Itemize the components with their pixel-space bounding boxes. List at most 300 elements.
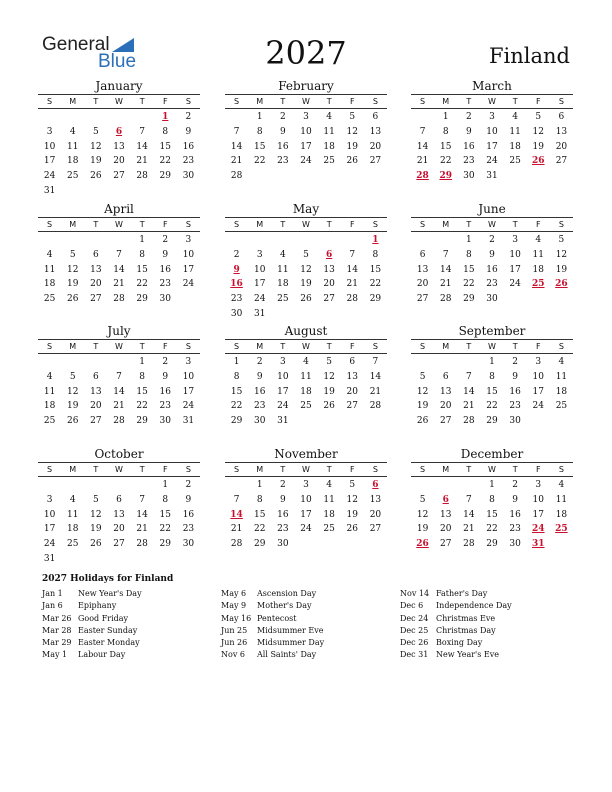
empty-cell — [225, 233, 248, 248]
day-cell: 10 — [509, 249, 521, 260]
month-name: May — [292, 202, 320, 216]
weekday-label: S — [558, 97, 564, 106]
day-cell: 30 — [509, 539, 521, 550]
empty-cell — [131, 478, 154, 493]
day-cell: 22 — [159, 524, 171, 535]
month-name: July — [107, 324, 131, 338]
holiday-date: Jun 26 — [221, 638, 248, 648]
day-cell: 31 — [253, 308, 266, 319]
weekday-label: M — [256, 220, 264, 229]
weekday-label: W — [488, 220, 496, 229]
day-cell: 4 — [46, 249, 53, 260]
empty-cell — [248, 233, 271, 248]
day-cell: 11 — [323, 126, 335, 137]
day-cell: 30 — [463, 171, 475, 182]
day-cell: 30 — [486, 294, 498, 305]
weekday-label: S — [185, 342, 191, 351]
day-cell: 26 — [416, 416, 429, 427]
day-cell: 21 — [136, 524, 148, 535]
day-cell: 7 — [233, 494, 240, 505]
weekday-label: F — [349, 342, 355, 351]
day-cell: 27 — [369, 524, 382, 535]
weekday-label: F — [162, 465, 168, 474]
empty-cell — [457, 355, 480, 370]
day-cell: 18 — [43, 279, 56, 290]
day-cell: 8 — [489, 371, 495, 382]
day-cell: 22 — [439, 156, 452, 167]
day-cell: 29 — [136, 416, 148, 427]
day-cell: 7 — [465, 494, 472, 505]
day-cell: 13 — [555, 126, 568, 137]
day-cell: 26 — [66, 294, 79, 305]
day-cell: 18 — [277, 279, 289, 290]
day-cell: 14 — [463, 386, 475, 397]
day-cell: 12 — [555, 249, 568, 260]
day-grid — [225, 110, 387, 184]
day-cell: 26 — [346, 524, 358, 535]
day-cell: 26 — [323, 401, 335, 412]
day-cell: 13 — [323, 264, 335, 275]
day-cell: 25 — [43, 416, 56, 427]
day-cell: 7 — [139, 494, 145, 505]
day-cell: 7 — [465, 371, 472, 382]
weekday-label: S — [558, 465, 564, 474]
day-cell: 31 — [182, 416, 195, 427]
day-cell: 23 — [509, 524, 521, 535]
weekday-label: M — [442, 342, 450, 351]
holiday-name: All Saints' Day — [257, 650, 317, 660]
day-cell: 23 — [159, 279, 171, 290]
day-cell: 10 — [182, 249, 195, 260]
empty-cell — [84, 233, 107, 248]
day-cell: 23 — [277, 524, 289, 535]
day-grid — [38, 355, 200, 429]
holiday-day-cell: 26 — [555, 279, 568, 290]
empty-cell — [341, 233, 364, 248]
empty-cell — [107, 233, 130, 248]
holiday-row — [400, 600, 570, 612]
month-name: December — [460, 447, 524, 461]
day-cell: 9 — [185, 494, 192, 505]
day-cell: 20 — [346, 386, 358, 397]
day-cell: 19 — [416, 401, 429, 412]
day-cell: 3 — [185, 235, 192, 245]
holiday-date: Dec 31 — [400, 650, 429, 660]
day-cell: 25 — [509, 156, 521, 167]
logo-general-text: General — [42, 34, 110, 55]
day-cell: 10 — [182, 371, 195, 382]
day-cell: 9 — [512, 371, 518, 382]
weekday-header — [225, 94, 387, 109]
weekday-label: M — [69, 342, 77, 351]
empty-cell — [318, 233, 341, 248]
day-cell: 4 — [558, 357, 565, 367]
day-cell: 11 — [555, 494, 568, 505]
day-cell: 28 — [369, 401, 382, 412]
day-cell: 16 — [509, 509, 521, 520]
holiday-name: Epiphany — [78, 601, 117, 611]
holiday-date: May 1 — [42, 650, 68, 660]
holiday-day-cell: 1 — [372, 235, 379, 245]
empty-cell — [225, 478, 248, 493]
month-april — [38, 202, 200, 307]
day-cell: 21 — [369, 386, 382, 397]
day-cell: 28 — [113, 294, 125, 305]
weekday-label: F — [162, 220, 168, 229]
day-cell: 21 — [463, 524, 475, 535]
day-cell: 12 — [532, 126, 544, 137]
day-cell: 11 — [43, 264, 56, 275]
holiday-row — [221, 588, 391, 600]
day-cell: 22 — [253, 156, 266, 167]
weekday-label: T — [466, 97, 472, 106]
day-cell: 19 — [300, 279, 312, 290]
empty-cell — [84, 110, 107, 125]
day-cell: 15 — [463, 264, 475, 275]
holiday-row — [42, 649, 212, 661]
day-grid — [225, 233, 387, 322]
day-cell: 20 — [113, 524, 125, 535]
day-cell: 25 — [555, 401, 568, 412]
day-cell: 29 — [486, 416, 498, 427]
day-cell: 16 — [182, 509, 195, 520]
weekday-label: W — [488, 465, 496, 474]
weekday-label: S — [558, 342, 564, 351]
day-cell: 13 — [346, 371, 358, 382]
day-cell: 5 — [69, 371, 76, 382]
day-cell: 5 — [349, 480, 356, 490]
month-name: January — [95, 79, 143, 93]
day-cell: 8 — [139, 249, 145, 260]
day-cell: 18 — [323, 509, 335, 520]
holiday-name: New Year's Day — [78, 589, 142, 598]
day-cell: 13 — [369, 126, 382, 137]
month-august — [225, 324, 387, 429]
day-cell: 2 — [465, 112, 472, 122]
holiday-date: Jan 1 — [42, 589, 63, 598]
day-cell: 26 — [346, 156, 358, 167]
day-cell: 2 — [162, 357, 169, 367]
weekday-label: W — [302, 465, 310, 474]
day-cell: 17 — [253, 279, 266, 290]
day-cell: 8 — [442, 126, 449, 137]
day-cell: 26 — [300, 294, 312, 305]
month-march — [411, 79, 573, 184]
empty-cell — [38, 233, 61, 248]
holiday-row — [221, 600, 391, 612]
weekday-label: S — [47, 342, 53, 351]
holiday-name: Pentecost — [257, 613, 297, 623]
empty-cell — [411, 355, 434, 370]
day-cell: 10 — [532, 371, 544, 382]
day-cell: 17 — [182, 386, 195, 397]
day-cell: 3 — [489, 112, 495, 122]
day-cell: 23 — [509, 401, 521, 412]
day-cell: 2 — [512, 357, 518, 367]
holiday-day-cell: 25 — [532, 279, 545, 290]
month-december — [411, 447, 573, 552]
day-cell: 28 — [230, 539, 243, 550]
day-cell: 14 — [346, 264, 358, 275]
weekday-label: T — [280, 342, 286, 351]
day-cell: 17 — [300, 509, 312, 520]
day-cell: 15 — [136, 264, 148, 275]
day-cell: 9 — [512, 494, 518, 505]
day-cell: 5 — [535, 112, 542, 122]
day-cell: 24 — [43, 171, 56, 182]
empty-cell — [457, 478, 480, 493]
weekday-label: T — [139, 465, 145, 474]
day-cell: 4 — [303, 357, 309, 367]
day-cell: 21 — [113, 401, 125, 412]
day-cell: 27 — [369, 156, 382, 167]
day-cell: 8 — [256, 494, 263, 505]
day-cell: 19 — [532, 141, 544, 152]
empty-cell — [271, 233, 294, 248]
day-cell: 14 — [416, 141, 429, 152]
holiday-name: Christmas Eve — [436, 613, 496, 623]
day-cell: 4 — [69, 494, 76, 505]
holiday-row — [400, 625, 570, 637]
day-cell: 23 — [486, 279, 498, 290]
day-cell: 1 — [256, 112, 263, 122]
day-cell: 5 — [326, 357, 332, 367]
day-cell: 9 — [489, 249, 495, 260]
day-cell: 27 — [416, 294, 429, 305]
holiday-day-cell: 9 — [233, 264, 240, 275]
day-cell: 16 — [277, 141, 289, 152]
day-grid — [38, 233, 200, 307]
day-cell: 8 — [139, 371, 145, 382]
holiday-day-cell: 29 — [439, 171, 452, 182]
month-january — [38, 79, 200, 199]
month-name: October — [94, 447, 144, 461]
weekday-label: T — [280, 97, 286, 106]
day-cell: 25 — [323, 156, 335, 167]
day-cell: 21 — [113, 279, 125, 290]
day-cell: 15 — [486, 509, 498, 520]
day-cell: 12 — [346, 126, 358, 137]
day-grid — [225, 478, 387, 552]
weekday-label: T — [139, 97, 145, 106]
weekday-label: F — [162, 97, 168, 106]
holiday-row — [42, 600, 212, 612]
day-cell: 24 — [300, 156, 312, 167]
weekday-label: F — [349, 97, 355, 106]
day-cell: 25 — [66, 171, 79, 182]
day-cell: 25 — [323, 524, 335, 535]
weekday-label: S — [234, 342, 240, 351]
holiday-name: Easter Monday — [78, 638, 140, 648]
day-cell: 27 — [346, 401, 358, 412]
day-cell: 3 — [303, 480, 309, 490]
holiday-row — [42, 588, 212, 600]
day-cell: 27 — [439, 416, 452, 427]
month-february — [225, 79, 387, 184]
day-cell: 1 — [139, 235, 145, 245]
day-cell: 23 — [182, 156, 195, 167]
day-cell: 10 — [43, 141, 56, 152]
weekday-label: T — [326, 220, 332, 229]
day-cell: 5 — [303, 249, 309, 260]
day-cell: 30 — [182, 539, 195, 550]
day-cell: 24 — [277, 401, 289, 412]
day-cell: 11 — [532, 249, 544, 260]
weekday-header — [38, 217, 200, 232]
day-cell: 10 — [300, 494, 312, 505]
day-cell: 19 — [66, 279, 79, 290]
holiday-date: May 16 — [221, 613, 252, 623]
day-cell: 6 — [558, 112, 565, 122]
weekday-header — [225, 217, 387, 232]
holiday-day-cell: 24 — [532, 524, 545, 535]
day-cell: 20 — [90, 401, 102, 412]
day-cell: 8 — [233, 371, 240, 382]
holiday-row — [42, 625, 212, 637]
empty-cell — [38, 110, 61, 125]
month-name: June — [478, 202, 506, 216]
weekday-label: T — [93, 220, 99, 229]
day-cell: 20 — [90, 279, 102, 290]
weekday-label: M — [442, 465, 450, 474]
weekday-label: S — [420, 97, 426, 106]
day-cell: 22 — [463, 279, 475, 290]
weekday-label: S — [234, 220, 240, 229]
day-cell: 29 — [159, 171, 171, 182]
day-cell: 30 — [182, 171, 195, 182]
weekday-header — [38, 94, 200, 109]
weekday-label: T — [93, 342, 99, 351]
day-cell: 28 — [346, 294, 358, 305]
holiday-day-cell: 31 — [532, 539, 545, 550]
day-cell: 7 — [442, 249, 449, 260]
month-name: November — [274, 447, 338, 461]
day-cell: 19 — [90, 156, 102, 167]
day-cell: 8 — [256, 126, 263, 137]
weekday-label: W — [302, 97, 310, 106]
empty-cell — [107, 355, 130, 370]
weekday-label: M — [69, 97, 77, 106]
day-cell: 28 — [230, 171, 243, 182]
day-cell: 23 — [277, 156, 289, 167]
day-cell: 3 — [303, 112, 309, 122]
day-cell: 17 — [486, 141, 498, 152]
day-cell: 9 — [162, 371, 169, 382]
day-cell: 20 — [369, 141, 382, 152]
weekday-label: T — [466, 465, 472, 474]
month-name: August — [284, 324, 328, 338]
day-cell: 19 — [90, 524, 102, 535]
day-cell: 22 — [136, 279, 148, 290]
empty-cell — [131, 110, 154, 125]
holiday-day-cell: 6 — [115, 126, 123, 137]
day-cell: 1 — [465, 235, 472, 245]
day-cell: 9 — [279, 126, 286, 137]
weekday-label: S — [420, 342, 426, 351]
day-cell: 12 — [346, 494, 358, 505]
day-cell: 11 — [43, 386, 56, 397]
day-cell: 16 — [486, 264, 498, 275]
weekday-label: S — [420, 220, 426, 229]
month-name: February — [278, 79, 334, 93]
holiday-name: Labour Day — [78, 650, 126, 660]
holiday-name: Good Friday — [78, 613, 129, 623]
day-cell: 8 — [372, 249, 379, 260]
weekday-label: T — [93, 465, 99, 474]
day-cell: 5 — [69, 249, 76, 260]
day-cell: 14 — [439, 264, 452, 275]
weekday-label: W — [302, 342, 310, 351]
weekday-label: T — [139, 342, 145, 351]
day-cell: 5 — [349, 112, 356, 122]
weekday-label: S — [420, 465, 426, 474]
day-cell: 13 — [113, 509, 125, 520]
day-cell: 12 — [416, 509, 429, 520]
holiday-name: Easter Sunday — [78, 625, 138, 635]
day-cell: 23 — [253, 401, 266, 412]
weekday-label: M — [256, 342, 264, 351]
logo-blue-text: Blue — [98, 51, 137, 72]
day-cell: 11 — [555, 371, 568, 382]
day-cell: 9 — [465, 126, 472, 137]
day-cell: 24 — [532, 401, 544, 412]
day-cell: 17 — [182, 264, 195, 275]
day-cell: 7 — [419, 126, 426, 137]
day-cell: 2 — [185, 112, 192, 122]
day-cell: 22 — [486, 401, 498, 412]
day-cell: 14 — [136, 141, 148, 152]
holiday-row — [42, 637, 212, 649]
month-july — [38, 324, 200, 429]
empty-cell — [61, 478, 84, 493]
day-cell: 6 — [419, 249, 426, 260]
day-cell: 15 — [136, 386, 148, 397]
month-name: April — [104, 202, 134, 216]
weekday-label: S — [185, 465, 191, 474]
day-cell: 25 — [43, 294, 56, 305]
day-cell: 10 — [253, 264, 266, 275]
empty-cell — [411, 478, 434, 493]
day-cell: 28 — [136, 539, 148, 550]
day-cell: 24 — [300, 524, 312, 535]
day-cell: 23 — [182, 524, 195, 535]
day-cell: 2 — [279, 480, 286, 490]
day-cell: 7 — [233, 126, 240, 137]
day-grid — [411, 355, 573, 429]
holiday-name: Independence Day — [436, 601, 512, 611]
day-cell: 24 — [182, 401, 195, 412]
month-name: September — [458, 324, 526, 338]
day-cell: 15 — [253, 509, 266, 520]
weekday-header — [38, 339, 200, 354]
day-cell: 9 — [162, 249, 169, 260]
month-june — [411, 202, 573, 307]
day-cell: 5 — [92, 126, 99, 137]
weekday-label: S — [372, 220, 378, 229]
holiday-name: Mother's Day — [257, 601, 312, 611]
day-cell: 21 — [136, 156, 148, 167]
holiday-date: Dec 26 — [400, 638, 429, 648]
holiday-row — [400, 637, 570, 649]
holiday-day-cell: 6 — [442, 494, 449, 505]
day-cell: 10 — [43, 509, 56, 520]
weekday-header — [411, 339, 573, 354]
day-cell: 17 — [509, 264, 521, 275]
day-cell: 16 — [159, 386, 171, 397]
weekday-label: F — [349, 220, 355, 229]
empty-cell — [84, 355, 107, 370]
empty-cell — [225, 110, 248, 125]
